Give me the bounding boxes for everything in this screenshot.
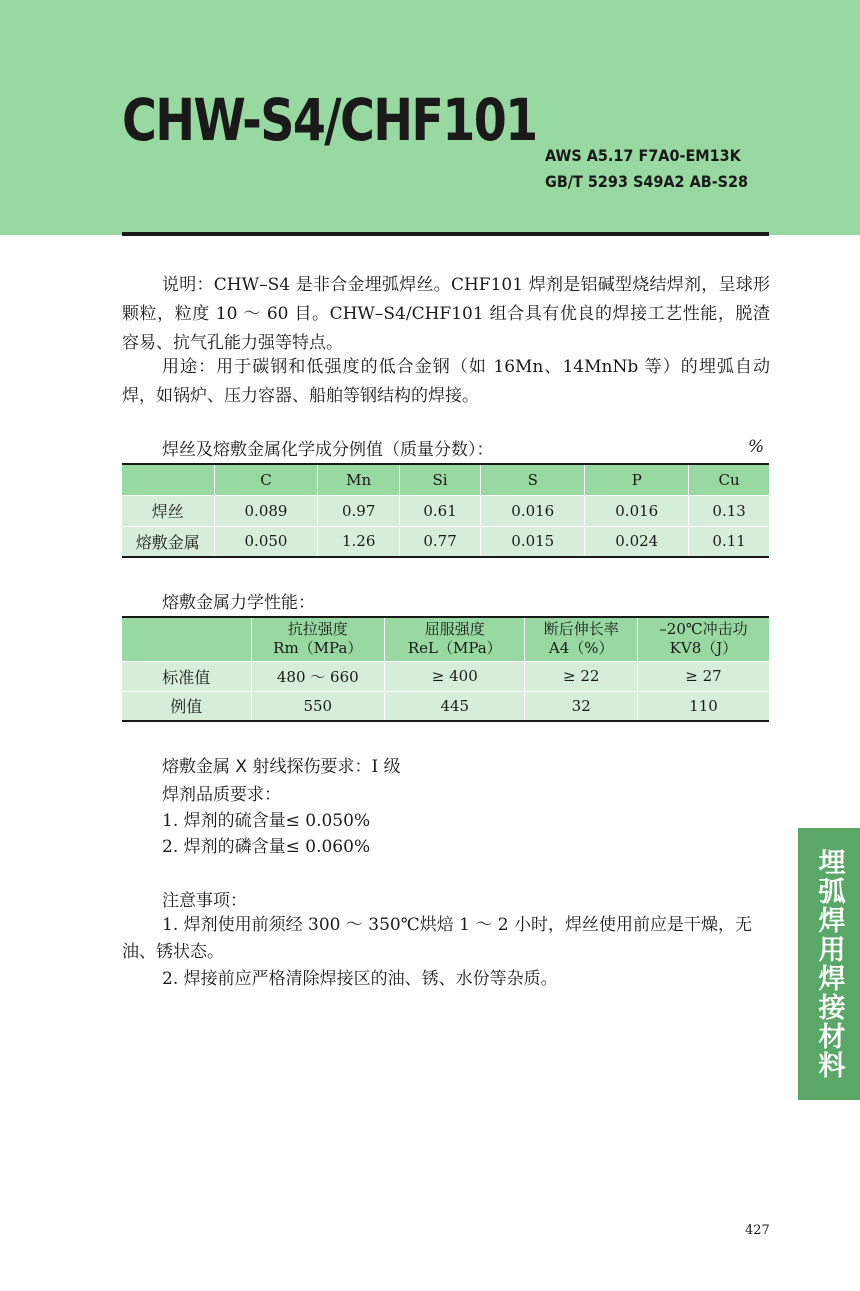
column-header xyxy=(251,617,385,661)
usage-label: 用途： xyxy=(162,357,217,377)
xray-value: I 级 xyxy=(371,757,401,777)
column-header: Si xyxy=(399,464,480,495)
table-cell: 480 ～ 660 xyxy=(251,661,385,691)
column-header xyxy=(525,617,638,661)
table-cell: ≥ 22 xyxy=(525,661,638,691)
column-header: S xyxy=(481,464,585,495)
table-cell: 0.050 xyxy=(214,526,318,557)
table-cell: 32 xyxy=(525,691,638,721)
list-item: 1. 焊剂的硫含量≤ 0.050% xyxy=(162,811,371,831)
mechanical-properties-table xyxy=(122,616,769,722)
usage-text: 用于碳钢和低强度的低合金钢（如 16Mn、14MnNb 等）的埋弧自动焊，如锅炉、压力容器、船舶等钢结构的焊接。 xyxy=(122,357,770,406)
row-label: 焊丝 xyxy=(122,495,214,526)
side-tab-label: 埋弧焊用焊接材料 xyxy=(813,848,845,1080)
table-cell: 110 xyxy=(637,691,769,721)
aws-standard: AWS A5.17 F7A0-EM13K xyxy=(545,146,741,165)
table-cell: 0.13 xyxy=(689,495,769,526)
table-cell: 550 xyxy=(251,691,385,721)
description-text: CHW–S4 是非合金埋弧焊丝。CHF101 焊剂是铝碱型烧结焊剂，呈球形颗粒，粒度 10 ～ 60 目。CHW–S4/CHF101 组合具有优良的焊接工艺性能，脱渣容易、抗气孔能力强等特点。 xyxy=(122,275,770,353)
table-cell: 0.024 xyxy=(585,526,689,557)
column-header-line2: KV8（J） xyxy=(669,639,738,658)
table-header-row xyxy=(122,617,769,661)
column-header xyxy=(122,617,251,661)
flux-quality-title: 焊剂品质要求： xyxy=(162,785,281,805)
column-header xyxy=(637,617,769,661)
usage-paragraph xyxy=(122,353,770,411)
notes-title: 注意事项： xyxy=(162,891,247,911)
table-cell: 0.11 xyxy=(689,526,769,557)
list-item: 2. 焊接前应严格清除焊接区的油、锈、水份等杂质。 xyxy=(162,969,558,989)
column-header-line2: A4（%） xyxy=(548,639,614,658)
column-header-line1: –20℃冲击功 xyxy=(659,620,748,639)
section-side-tab xyxy=(798,828,860,1100)
table-cell: 0.015 xyxy=(481,526,585,557)
table-cell: 0.97 xyxy=(318,495,399,526)
column-header: Mn xyxy=(318,464,399,495)
column-header: C xyxy=(214,464,318,495)
column-header-line2: ReL（MPa） xyxy=(407,639,502,658)
page-number: 427 xyxy=(745,1223,770,1238)
table-row xyxy=(122,495,769,526)
table-cell: 0.016 xyxy=(481,495,585,526)
list-item: 2. 焊剂的磷含量≤ 0.060% xyxy=(162,837,371,857)
table-cell: 0.61 xyxy=(399,495,480,526)
table-cell: 0.016 xyxy=(585,495,689,526)
row-label: 熔敷金属 xyxy=(122,526,214,557)
table-row xyxy=(122,526,769,557)
mech-table-title: 熔敷金属力学性能： xyxy=(162,593,315,613)
xray-requirement xyxy=(162,752,401,777)
table-cell: ≥ 27 xyxy=(637,661,769,691)
page-header xyxy=(0,0,860,235)
column-header xyxy=(385,617,525,661)
description-paragraph xyxy=(122,271,770,358)
table-header-row xyxy=(122,464,769,495)
row-label: 例值 xyxy=(122,691,251,721)
table-row xyxy=(122,691,769,721)
chemical-composition-table xyxy=(122,463,769,558)
table-cell: 445 xyxy=(385,691,525,721)
description-label: 说明： xyxy=(162,275,214,295)
list-item: 1. 焊剂使用前须经 300 ～ 350℃烘焙 1 ～ 2 小时，焊丝使用前应是干燥，无油、锈状态。 xyxy=(122,915,752,962)
table-cell: ≥ 400 xyxy=(385,661,525,691)
column-header-line2: Rm（MPa） xyxy=(273,639,363,658)
column-header-line1: 断后伸长率 xyxy=(543,620,619,639)
column-header: Cu xyxy=(689,464,769,495)
product-title: CHW-S4/CHF101 xyxy=(122,86,537,154)
chem-table-title: 焊丝及熔敷金属化学成分例值（质量分数）： xyxy=(162,440,494,460)
column-header: P xyxy=(585,464,689,495)
gb-standard: GB/T 5293 S49A2 AB-S28 xyxy=(545,172,749,191)
header-divider xyxy=(122,232,769,236)
table-cell: 0.77 xyxy=(399,526,480,557)
table-row xyxy=(122,661,769,691)
row-label: 标准值 xyxy=(122,661,251,691)
chem-unit: % xyxy=(748,437,765,457)
xray-label: 熔敷金属 X 射线探伤要求： xyxy=(162,757,372,777)
column-header-line1: 屈服强度 xyxy=(424,620,485,639)
table-cell: 0.089 xyxy=(214,495,318,526)
column-header-line1: 抗拉强度 xyxy=(287,620,348,639)
table-cell: 1.26 xyxy=(318,526,399,557)
column-header xyxy=(122,464,214,495)
